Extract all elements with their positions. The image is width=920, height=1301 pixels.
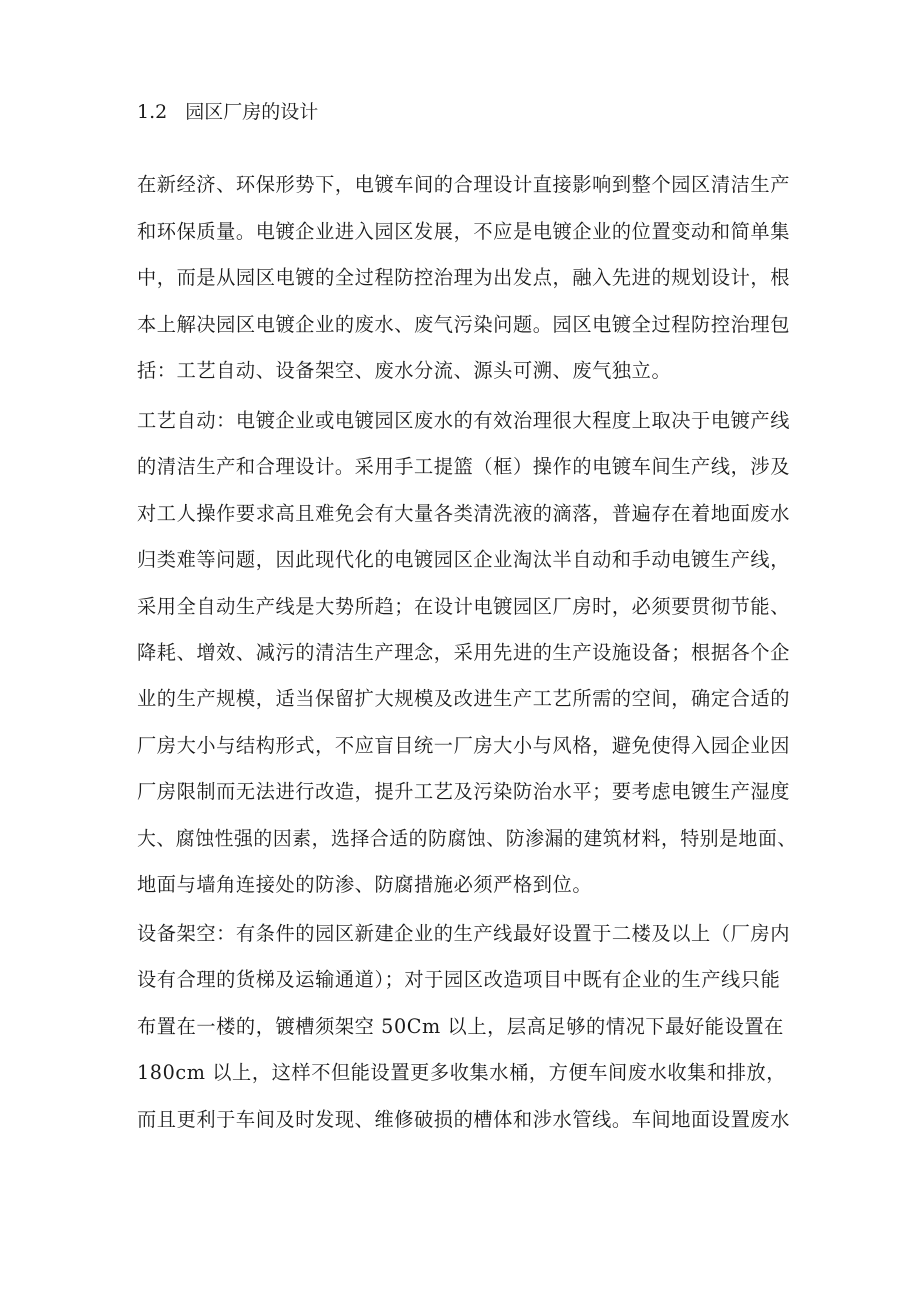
paragraph-line: 厂房大小与结构形式，不应盲目统一厂房大小与风格，避免使得入园企业因 — [137, 734, 790, 757]
paragraph-line: 的清洁生产和合理设计。采用手工提篮（框）操作的电镀车间生产线，涉及 — [137, 455, 790, 478]
paragraph-line: 工艺自动：电镀企业或电镀园区废水的有效治理很大程度上取决于电镀产线 — [137, 409, 790, 432]
paragraph-line: 降耗、增效、减污的清洁生产理念，采用先进的生产设施设备；根据各个企 — [137, 641, 790, 664]
paragraph-line: 设有合理的货梯及运输通道）；对于园区改造项目中既有企业的生产线只能 — [137, 968, 781, 991]
paragraph-line: 中，而是从园区电镀的全过程防控治理为出发点，融入先进的规划设计，根 — [137, 266, 790, 289]
paragraph-line: 布置在一楼的，镀槽须架空 50Cm 以上，层高足够的情况下最好能设置在 — [137, 1015, 784, 1038]
section-heading — [137, 98, 318, 126]
paragraph-line: 厂房限制而无法进行改造，提升工艺及污染防治水平；要考虑电镀生产湿度 — [137, 780, 790, 803]
paragraph-line: 本上解决园区电镀企业的废水、废气污染问题。园区电镀全过程防控治理包 — [137, 313, 790, 336]
paragraph-line: 而且更利于车间及时发现、维修破损的槽体和涉水管线。车间地面设置废水 — [137, 1108, 790, 1131]
paragraph-line: 和环保质量。电镀企业进入园区发展，不应是电镀企业的位置变动和简单集 — [137, 220, 790, 243]
paragraph-line: 在新经济、环保形势下，电镀车间的合理设计直接影响到整个园区清洁生产 — [137, 173, 790, 196]
paragraph-line: 括：工艺自动、设备架空、废水分流、源头可溯、废气独立。 — [137, 359, 672, 382]
paragraph-line: 180cm 以上，这样不但能设置更多收集水桶，方便车间废水收集和排放， — [137, 1061, 787, 1084]
paragraph-line: 地面与墙角连接处的防渗、防腐措施必须严格到位。 — [137, 873, 593, 896]
paragraph-line: 设备架空：有条件的园区新建企业的生产线最好设置于二楼及以上（厂房内 — [137, 922, 790, 945]
paragraph-line: 采用全自动生产线是大势所趋；在设计电镀园区厂房时，必须要贯彻节能、 — [137, 595, 790, 618]
section-title: 园区厂房的设计 — [185, 101, 319, 123]
paragraph-line: 业的生产规模，适当保留扩大规模及改进生产工艺所需的空间，确定合适的 — [137, 687, 790, 710]
paragraph-line: 大、腐蚀性强的因素，选择合适的防腐蚀、防渗漏的建筑材料，特别是地面、 — [137, 827, 797, 850]
section-number: 1.2 — [137, 101, 168, 123]
paragraph-line: 对工人操作要求高且难免会有大量各类清洗液的滴落，普遍存在着地面废水 — [137, 502, 790, 525]
paragraph-line: 归类难等问题，因此现代化的电镀园区企业淘汰半自动和手动电镀生产线， — [137, 548, 790, 571]
